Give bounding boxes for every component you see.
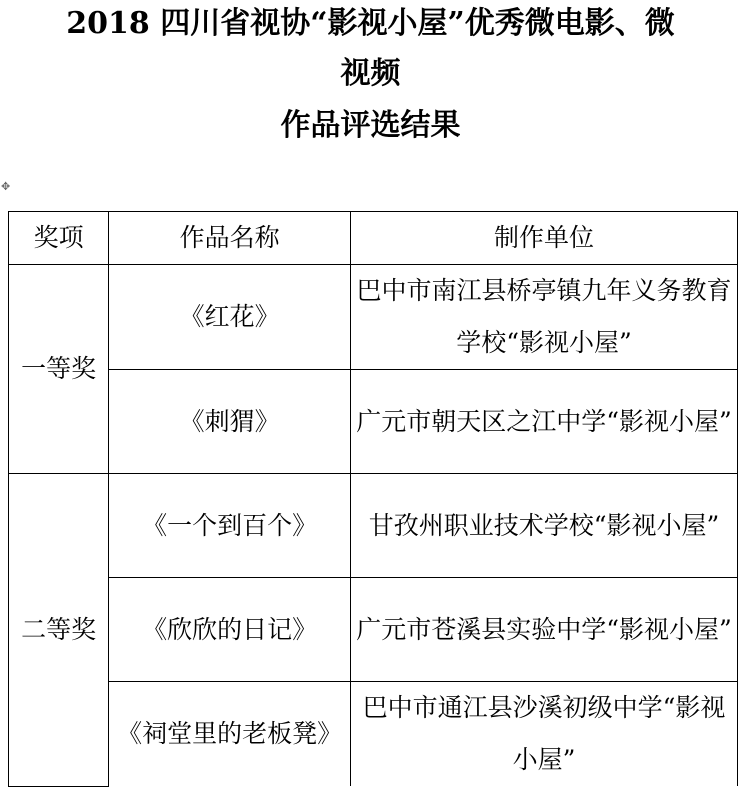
table-row xyxy=(9,265,738,370)
production-unit-cell: 甘孜州职业技术学校“影视小屋” xyxy=(350,474,737,578)
table-row xyxy=(9,682,738,787)
header-work-name: 作品名称 xyxy=(109,212,351,265)
work-name-cell: 《一个到百个》 xyxy=(109,474,351,578)
table-row xyxy=(9,474,738,578)
production-unit-cell: 巴中市通江县沙溪初级中学“影视小屋” xyxy=(350,682,737,787)
table-row xyxy=(9,578,738,682)
production-unit-cell: 广元市朝天区之江中学“影视小屋” xyxy=(350,370,737,474)
award-cell-first-prize: 一等奖 xyxy=(9,265,109,474)
results-table xyxy=(8,211,738,787)
header-award: 奖项 xyxy=(9,212,109,265)
table-row xyxy=(9,370,738,474)
work-name-cell: 《红花》 xyxy=(109,265,351,370)
production-unit-cell: 广元市苍溪县实验中学“影视小屋” xyxy=(350,578,737,682)
award-cell-second-prize: 二等奖 xyxy=(9,474,109,787)
work-name-cell: 《祠堂里的老板凳》 xyxy=(109,682,351,787)
work-name-cell: 《欣欣的日记》 xyxy=(109,578,351,682)
table-header-row xyxy=(9,212,738,265)
document-title-line-1: 2018 四川省视协“影视小屋”优秀微电影、微 xyxy=(66,6,675,41)
production-unit-cell: 巴中市南江县桥亭镇九年义务教育学校“影视小屋” xyxy=(350,265,737,370)
document-subtitle: 作品评选结果 xyxy=(280,108,461,143)
header-production-unit: 制作单位 xyxy=(350,212,737,265)
document-title-line-2: 视频 xyxy=(340,56,401,91)
work-name-cell: 《刺猬》 xyxy=(109,370,351,474)
table-move-handle-icon[interactable]: ✥ xyxy=(1,180,11,193)
